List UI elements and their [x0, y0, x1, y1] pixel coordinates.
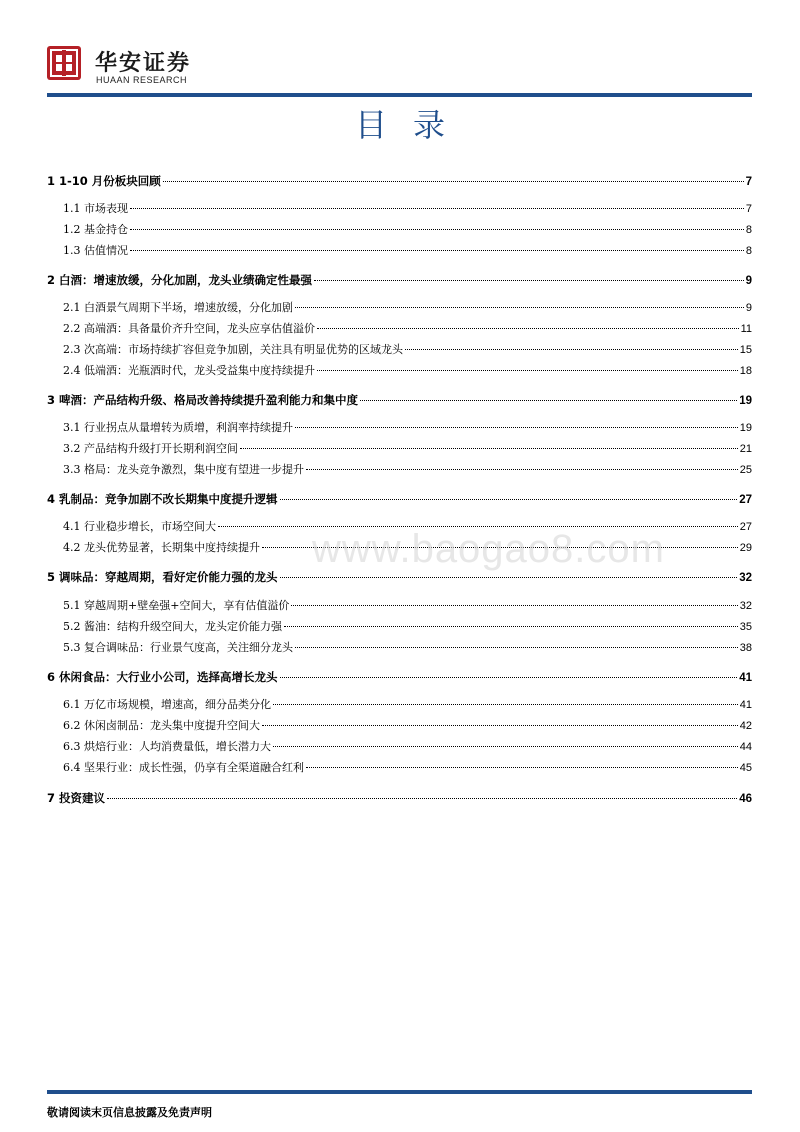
toc-entry-label: 1.1 市场表现 [63, 202, 128, 215]
toc-dot-leader [314, 280, 744, 281]
brand-name: 华安证券 [95, 51, 192, 76]
toc-page-number: 9 [745, 275, 752, 287]
toc-dot-leader [284, 626, 738, 627]
toc-entry-label: 4.2 龙头优势显著，长期集中度持续提升 [63, 541, 260, 554]
toc-subsection-entry[interactable] [47, 598, 752, 614]
toc-entry-label: 6.1 万亿市场规模，增速高，细分品类分化 [63, 698, 271, 711]
toc-entry-label: 2.3 次高端：市场持续扩容但竞争加剧，关注具有明显优势的区域龙头 [63, 343, 403, 356]
header-divider [47, 93, 752, 97]
toc-dot-leader [317, 370, 738, 371]
toc-section-entry[interactable] [47, 669, 752, 686]
toc-page-number: 41 [739, 672, 752, 684]
toc-entry-label: 5 调味品：穿越周期，看好定价能力强的龙头 [47, 570, 278, 584]
toc-dot-leader [280, 499, 738, 500]
toc-dot-leader [273, 704, 738, 705]
toc-subsection-entry[interactable] [47, 243, 752, 259]
toc-page-number: 27 [739, 494, 752, 506]
toc-section-entry[interactable] [47, 173, 752, 190]
toc-dot-leader [306, 767, 738, 768]
toc-entry-label: 4.1 行业稳步增长，市场空间大 [63, 520, 216, 533]
toc-entry-label: 2.2 高端酒：具备量价齐升空间，龙头应享估值溢价 [63, 322, 315, 335]
brand-subtitle: HUAAN RESEARCH [96, 75, 188, 85]
toc-entry-label: 4 乳制品：竞争加剧不改长期集中度提升逻辑 [47, 492, 278, 506]
toc-subsection-entry[interactable] [47, 363, 752, 379]
toc-subsection-entry[interactable] [47, 420, 752, 436]
toc-page-number: 41 [739, 699, 752, 711]
disclaimer-note: 敬请阅读末页信息披露及免责声明 [47, 1106, 212, 1119]
toc-entry-label: 3.3 格局：龙头竞争激烈，集中度有望进一步提升 [63, 463, 304, 476]
toc-dot-leader [295, 307, 744, 308]
toc-entry-label: 2.4 低端酒：光瓶酒时代，龙头受益集中度持续提升 [63, 364, 315, 377]
toc-section-entry[interactable] [47, 491, 752, 508]
toc-entry-label: 2.1 白酒景气周期下半场，增速放缓，分化加剧 [63, 301, 293, 314]
toc-page-number: 11 [740, 323, 752, 335]
toc-subsection-entry[interactable] [47, 342, 752, 358]
toc-page-number: 7 [745, 203, 752, 215]
toc-dot-leader [130, 229, 744, 230]
toc-page-number: 32 [739, 572, 752, 584]
toc-entry-label: 3.2 产品结构升级打开长期利润空间 [63, 442, 238, 455]
page-header [47, 44, 752, 96]
toc-entry-label: 5.2 酱油：结构升级空间大，龙头定价能力强 [63, 620, 282, 633]
toc-entry-label: 1.3 估值情况 [63, 244, 128, 257]
toc-entry-label: 7 投资建议 [47, 791, 106, 805]
footer-divider [47, 1090, 752, 1094]
toc-page-number: 42 [739, 720, 752, 732]
toc-entry-label: 5.1 穿越周期+壁垒强+空间大，享有估值溢价 [63, 599, 290, 612]
toc-dot-leader [273, 746, 738, 747]
page-title: 目录 [354, 106, 471, 144]
toc-dot-leader [262, 725, 738, 726]
toc-page-number: 32 [739, 600, 752, 612]
toc-dot-leader [295, 647, 738, 648]
toc-subsection-entry[interactable] [47, 321, 752, 337]
toc-entry-label: 3 啤酒：产品结构升级、格局改善持续提升盈利能力和集中度 [47, 393, 359, 407]
huaan-logo-icon [47, 46, 81, 80]
toc-subsection-entry[interactable] [47, 760, 752, 776]
toc-entry-label: 6.3 烘焙行业：人均消费量低，增长潜力大 [63, 740, 271, 753]
toc-subsection-entry[interactable] [47, 222, 752, 238]
toc-dot-leader [130, 208, 744, 209]
toc-page-number: 19 [739, 395, 752, 407]
toc-section-entry[interactable] [47, 790, 752, 807]
toc-subsection-entry[interactable] [47, 462, 752, 478]
toc-page-number: 44 [739, 741, 752, 753]
toc-page-number: 29 [739, 542, 752, 554]
toc-dot-leader [280, 677, 738, 678]
toc-dot-leader [306, 469, 738, 470]
toc-subsection-entry[interactable] [47, 619, 752, 635]
toc-page-number: 38 [739, 642, 752, 654]
toc-dot-leader [291, 605, 737, 606]
toc-entry-label: 2 白酒：增速放缓，分化加剧，龙头业绩确定性最强 [47, 273, 313, 287]
toc-page-number: 8 [745, 224, 752, 236]
toc-dot-leader [405, 349, 738, 350]
toc-entry-label: 5.3 复合调味品：行业景气度高，关注细分龙头 [63, 641, 293, 654]
toc-entry-label: 3.1 行业拐点从量增转为质增，利润率持续提升 [63, 421, 293, 434]
toc-dot-leader [295, 427, 738, 428]
toc-subsection-entry[interactable] [47, 718, 752, 734]
toc-page-number: 46 [739, 793, 752, 805]
toc-page-number: 18 [739, 365, 752, 377]
toc-entry-label: 1 1-10 月份板块回顾 [47, 174, 161, 188]
toc-page-number: 45 [739, 762, 752, 774]
toc-entry-label: 6.4 坚果行业：成长性强，仍享有全渠道融合红利 [63, 761, 304, 774]
toc-dot-leader [130, 250, 744, 251]
toc-dot-leader [107, 798, 737, 799]
toc-subsection-entry[interactable] [47, 441, 752, 457]
toc-entry-label: 6 休闲食品：大行业小公司，选择高增长龙头 [47, 670, 278, 684]
toc-subsection-entry[interactable] [47, 201, 752, 217]
toc-page-number: 9 [745, 302, 752, 314]
toc-section-entry[interactable] [47, 392, 752, 409]
toc-page-number: 25 [739, 464, 752, 476]
toc-dot-leader [317, 328, 739, 329]
toc-entry-label: 1.2 基金持仓 [63, 223, 128, 236]
toc-page-number: 35 [739, 621, 752, 633]
toc-dot-leader [163, 181, 744, 182]
toc-section-entry[interactable] [47, 272, 752, 289]
toc-page-number: 8 [745, 245, 752, 257]
toc-page-number: 7 [745, 176, 752, 188]
watermark: www.baogao8.com [312, 527, 665, 571]
toc-dot-leader [360, 400, 737, 401]
toc-page-number: 19 [739, 422, 752, 434]
toc-dot-leader [280, 577, 738, 578]
toc-page-number: 27 [739, 521, 752, 533]
toc-subsection-entry[interactable] [47, 739, 752, 755]
toc-subsection-entry[interactable] [47, 640, 752, 656]
toc-page-number: 15 [739, 344, 752, 356]
toc-page-number: 21 [739, 443, 752, 455]
toc-dot-leader [240, 448, 738, 449]
toc-subsection-entry[interactable] [47, 697, 752, 713]
toc-entry-label: 6.2 休闲卤制品：龙头集中度提升空间大 [63, 719, 260, 732]
toc-subsection-entry[interactable] [47, 300, 752, 316]
